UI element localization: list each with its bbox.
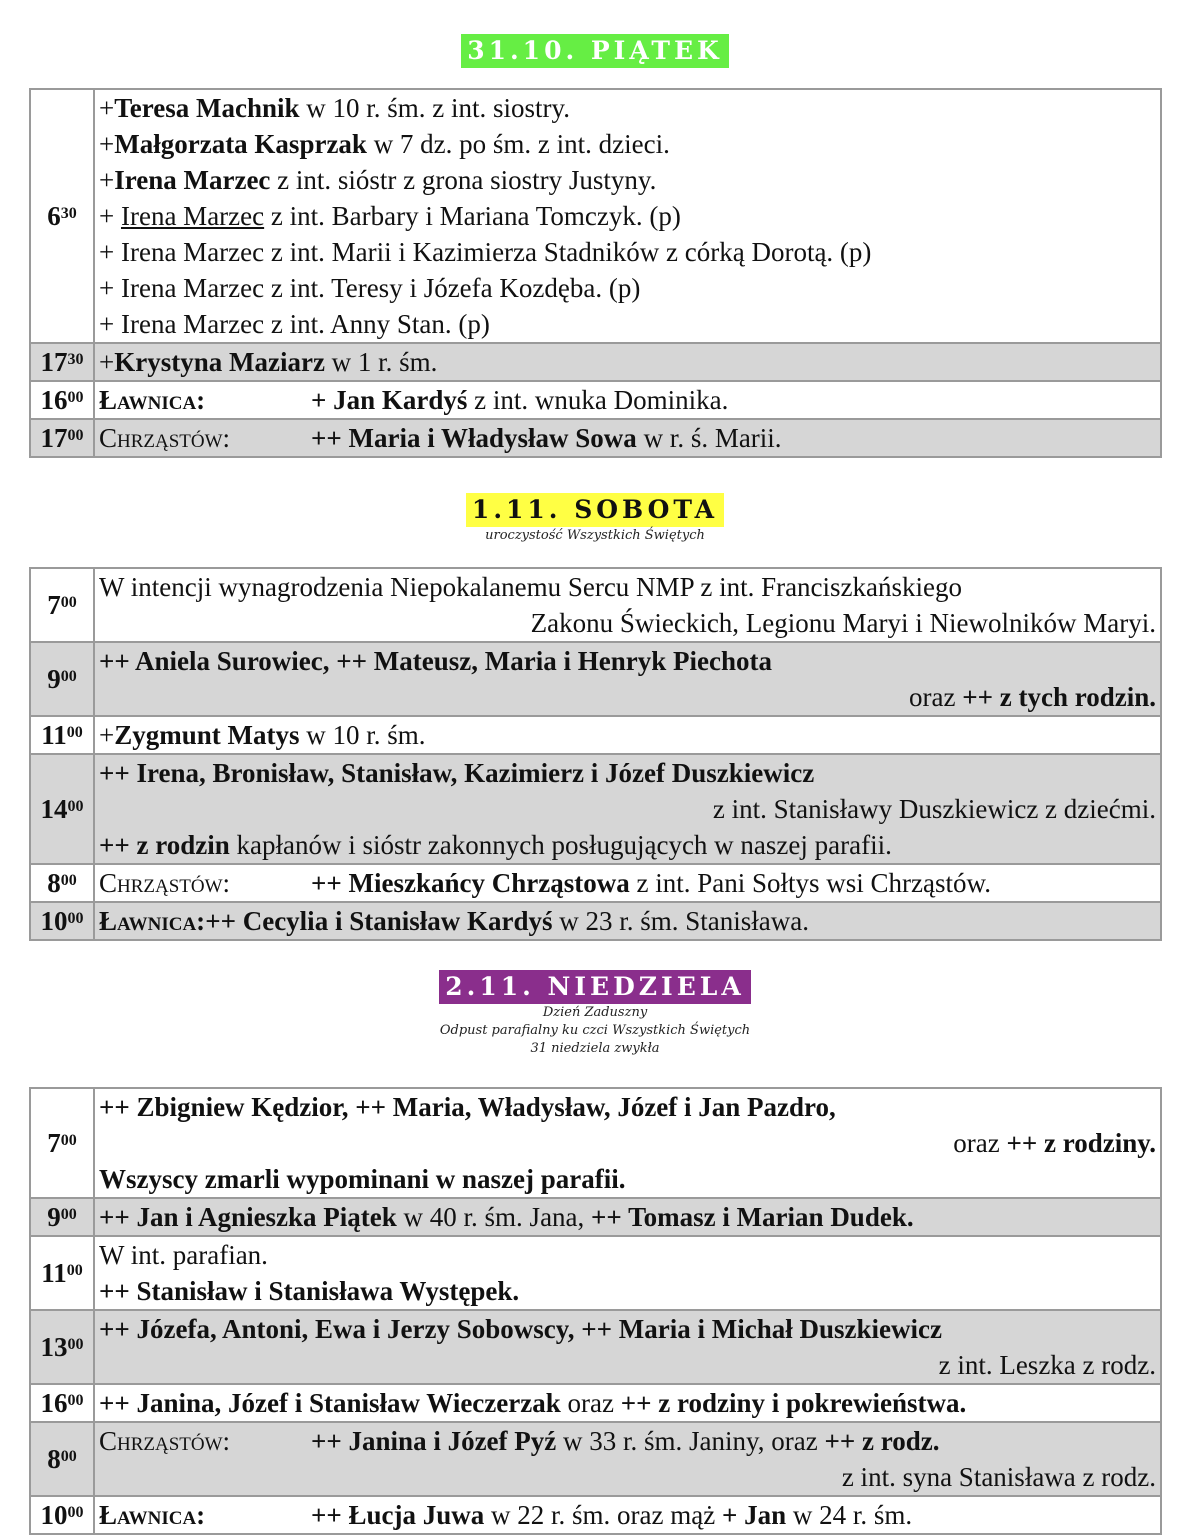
deceased-name: ++ Jan i Agnieszka Piątek (99, 1202, 397, 1232)
time-minute: 00 (67, 1392, 84, 1409)
intention-line (99, 679, 1156, 715)
mass-intention (94, 1384, 1161, 1422)
deceased-name: Teresa Machnik (114, 93, 300, 123)
mass-time (30, 1310, 94, 1384)
mass-time (30, 89, 94, 343)
intention-text: Irena Marzec z int. Teresy i Józefa Kozdęba. (p) (120, 273, 641, 303)
mass-intention (94, 1088, 1161, 1198)
deceased-name: Jan Kardyś (333, 385, 468, 415)
mass-intention (94, 642, 1161, 716)
cross-prefix: + (99, 201, 121, 231)
mass-intention (94, 568, 1161, 642)
intention-line (99, 1237, 1156, 1273)
time-hour: 9 (47, 664, 61, 694)
day-header (0, 34, 1190, 68)
time-minute: 00 (66, 1262, 83, 1279)
intention-line (99, 643, 1156, 679)
deceased-name: ++ z rodzin (99, 830, 230, 860)
day-header (0, 493, 1190, 545)
time-minute: 00 (67, 389, 84, 406)
mass-time (30, 568, 94, 642)
time-hour: 8 (47, 1444, 61, 1474)
deceased-name: ++ Aniela Surowiec, ++ Mateusz, Maria i Henryk Piechota (99, 646, 772, 676)
time-minute: 00 (67, 1504, 84, 1521)
mass-row (30, 864, 1161, 902)
intention-line (99, 270, 1156, 306)
day-title: 31.10. PIĄTEK (461, 34, 729, 68)
intention-text: Zakonu Świeckich, Legionu Maryi i Niewolników Maryi. (530, 608, 1156, 638)
cross-prefix: ++ (311, 423, 349, 453)
mass-row (30, 642, 1161, 716)
deceased-name: Wszyscy zmarli wypominani w naszej parafii. (99, 1164, 626, 1194)
place-label: Chrząstów: (99, 1426, 231, 1456)
intention-text: w 10 r. śm. (299, 720, 426, 750)
intention-text: z int. Leszka z rodz. (938, 1350, 1156, 1380)
intention-text: w 10 r. śm. z int. siostry. (299, 93, 571, 123)
intention-text: w 23 r. śm. Stanisława. (552, 906, 809, 936)
time-hour: 17 (40, 423, 68, 453)
intention-text: w r. ś. Marii. (636, 423, 782, 453)
day-subtitle: 31 niedziela zwykła (530, 1041, 660, 1056)
intention-line (99, 569, 1156, 605)
intention-line (99, 1089, 1156, 1125)
mass-row (30, 1384, 1161, 1422)
intention-line (99, 90, 1156, 126)
cross-prefix: + (99, 129, 115, 159)
intention-text: Irena Marzec z int. Marii i Kazimierza Stadników z córką Dorotą. (p) (120, 237, 872, 267)
cross-prefix: + (99, 273, 121, 303)
cross-prefix: + (99, 165, 115, 195)
intention-line (99, 1161, 1156, 1197)
time-hour: 14 (40, 794, 68, 824)
time-minute: 00 (67, 427, 84, 444)
mass-intention (94, 1496, 1161, 1534)
intention-line (99, 717, 1156, 753)
time-minute: 00 (67, 798, 84, 815)
deceased-name: Mieszkańcy Chrząstowa (348, 868, 630, 898)
day-title: 2.11. NIEDZIELA (439, 970, 751, 1004)
mass-time (30, 1198, 94, 1236)
cross-prefix: + (99, 720, 115, 750)
time-minute: 00 (60, 1206, 77, 1223)
intention-text: z int. wnuka Dominika. (467, 385, 729, 415)
mass-row (30, 716, 1161, 754)
intention-line (99, 1125, 1156, 1161)
mass-row (30, 89, 1161, 343)
time-minute: 00 (67, 910, 84, 927)
time-minute: 00 (60, 1448, 77, 1465)
time-minute: 30 (60, 205, 77, 222)
mass-time (30, 902, 94, 940)
mass-row (30, 419, 1161, 457)
intention-line (99, 162, 1156, 198)
intention-text: w 40 r. śm. Jana, (396, 1202, 592, 1232)
deceased-name: ++ Zbigniew Kędzior, ++ Maria, Władysław, Józef i Jan Pazdro, (99, 1092, 836, 1122)
intention-line (99, 1273, 1156, 1309)
deceased-name: ++ Irena, Bronisław, Stanisław, Kazimierz i Józef Duszkiewicz (99, 758, 815, 788)
intention-line (99, 126, 1156, 162)
intention-line (99, 1385, 1156, 1421)
day-header (0, 970, 1190, 1058)
day-subtitle: uroczystość Wszystkich Świętych (485, 528, 705, 543)
deceased-name: + Jan (721, 1500, 787, 1530)
place-label: Ławnica: (99, 906, 206, 936)
time-hour: 7 (47, 590, 61, 620)
mass-intention (94, 381, 1161, 419)
intention-text: z int. sióstr z grona siostry Justyny. (270, 165, 657, 195)
deceased-name: ++ Janina, Józef i Stanisław Wieczerzak (99, 1388, 561, 1418)
time-hour: 10 (40, 1500, 68, 1530)
cross-prefix: + (99, 347, 115, 377)
deceased-name: ++ z rodz. (824, 1426, 940, 1456)
mass-row (30, 1088, 1161, 1198)
intention-text: kapłanów i sióstr zakonnych posługujących w naszej parafii. (229, 830, 892, 860)
mass-time (30, 1384, 94, 1422)
mass-time (30, 419, 94, 457)
intention-line (99, 827, 1156, 863)
intention-line (99, 791, 1156, 827)
intention-text: oraz (953, 1128, 1007, 1158)
deceased-name: ++ z rodziny i pokrewieństwa. (620, 1388, 967, 1418)
mass-intention (94, 1422, 1161, 1496)
time-hour: 11 (41, 1258, 67, 1288)
intention-line (99, 1199, 1156, 1235)
intention-line (99, 1423, 1156, 1459)
intention-line (99, 1497, 1156, 1533)
time-hour: 16 (40, 385, 68, 415)
deceased-name: ++ Tomasz i Marian Dudek. (591, 1202, 914, 1232)
mass-row (30, 754, 1161, 864)
mass-table (29, 88, 1162, 458)
intention-text: W int. parafian. (99, 1240, 268, 1270)
mass-time (30, 1496, 94, 1534)
intention-line (99, 1459, 1156, 1495)
mass-row (30, 343, 1161, 381)
deceased-name: ++ z rodziny. (1006, 1128, 1156, 1158)
mass-table (29, 1087, 1162, 1535)
mass-row (30, 1310, 1161, 1384)
mass-intention (94, 1236, 1161, 1310)
mass-time (30, 642, 94, 716)
cross-prefix: + (99, 93, 115, 123)
mass-intention (94, 754, 1161, 864)
time-minute: 00 (67, 1336, 84, 1353)
intention-text: w 1 r. śm. (324, 347, 438, 377)
intention-text: oraz (909, 682, 963, 712)
place-label: Ławnica: (99, 385, 206, 415)
time-hour: 9 (47, 1202, 61, 1232)
mass-intention (94, 419, 1161, 457)
cross-prefix: ++ (311, 1426, 349, 1456)
mass-intention (94, 343, 1161, 381)
intention-line (99, 755, 1156, 791)
time-hour: 16 (40, 1388, 68, 1418)
day-subtitle: Odpust parafialny ku czci Wszystkich Świętych (439, 1023, 751, 1038)
time-hour: 17 (40, 347, 68, 377)
day-title: 1.11. SOBOTA (466, 493, 724, 527)
mass-row (30, 381, 1161, 419)
time-hour: 6 (47, 201, 61, 231)
deceased-name: Janina i Józef Pyź (348, 1426, 557, 1456)
mass-row (30, 902, 1161, 940)
cross-prefix: ++ (311, 1500, 349, 1530)
mass-row (30, 1496, 1161, 1534)
time-minute: 30 (67, 351, 84, 368)
mass-row (30, 1422, 1161, 1496)
intention-text: w 24 r. śm. (786, 1500, 913, 1530)
intention-line (99, 1347, 1156, 1383)
mass-time (30, 1088, 94, 1198)
intention-line (99, 605, 1156, 641)
deceased-name: Maria i Władysław Sowa (348, 423, 637, 453)
deceased-name: ++ z tych rodzin. (962, 682, 1156, 712)
mass-time (30, 1422, 94, 1496)
intention-text: z int. syna Stanisława z rodz. (841, 1462, 1156, 1492)
intention-line (99, 344, 1156, 380)
deceased-name: Małgorzata Kasprzak (114, 129, 367, 159)
intention-text: oraz (560, 1388, 621, 1418)
deceased-name: Krystyna Maziarz (114, 347, 325, 377)
intention-text: z int. Barbary i Mariana Tomczyk. (p) (264, 201, 681, 231)
intention-text: w 22 r. śm. oraz mąż (484, 1500, 722, 1530)
place-label: Ławnica: (99, 1500, 206, 1530)
time-minute: 00 (60, 872, 77, 889)
cross-prefix: ++ (311, 868, 349, 898)
time-hour: 7 (47, 1128, 61, 1158)
intention-line (99, 903, 1156, 939)
day-subtitle: Dzień Zaduszny (542, 1005, 648, 1020)
mass-intention (94, 89, 1161, 343)
intention-text: w 7 dz. po śm. z int. dzieci. (366, 129, 670, 159)
place-label: Chrząstów: (99, 868, 231, 898)
deceased-name: Cecylia i Stanisław Kardyś (242, 906, 553, 936)
intention-text: z int. Pani Sołtys wsi Chrząstów. (629, 868, 991, 898)
intention-text: Irena Marzec z int. Anny Stan. (p) (120, 309, 490, 339)
cross-prefix: + (311, 385, 334, 415)
intention-line (99, 234, 1156, 270)
mass-row (30, 1236, 1161, 1310)
intention-text: w 33 r. śm. Janiny, oraz (556, 1426, 825, 1456)
cross-prefix: ++ (205, 906, 243, 936)
deceased-name-underlined: Irena Marzec (120, 201, 265, 231)
time-hour: 10 (40, 906, 68, 936)
mass-time (30, 754, 94, 864)
cross-prefix: + (99, 237, 121, 267)
mass-table (29, 567, 1162, 941)
time-minute: 00 (60, 1132, 77, 1149)
time-minute: 00 (66, 724, 83, 741)
intention-text: W intencji wynagrodzenia Niepokalanemu Sercu NMP z int. Franciszkańskiego (99, 572, 963, 602)
intention-line (99, 865, 1156, 901)
mass-time (30, 343, 94, 381)
mass-time (30, 716, 94, 754)
cross-prefix: + (99, 309, 121, 339)
deceased-name: Łucja Juwa (348, 1500, 485, 1530)
intention-line (99, 306, 1156, 342)
intention-line (99, 382, 1156, 418)
time-hour: 11 (41, 720, 67, 750)
intention-line (99, 198, 1156, 234)
intention-text: z int. Stanisławy Duszkiewicz z dziećmi. (712, 794, 1156, 824)
deceased-name: Zygmunt Matys (114, 720, 300, 750)
mass-time (30, 381, 94, 419)
mass-intention (94, 1310, 1161, 1384)
time-hour: 8 (47, 868, 61, 898)
mass-intention (94, 902, 1161, 940)
mass-row (30, 1198, 1161, 1236)
mass-time (30, 1236, 94, 1310)
mass-intention (94, 716, 1161, 754)
intention-line (99, 420, 1156, 456)
deceased-name: ++ Józefa, Antoni, Ewa i Jerzy Sobowscy, ++ Maria i Michał Duszkiewicz (99, 1314, 942, 1344)
mass-intention (94, 1198, 1161, 1236)
mass-intention (94, 864, 1161, 902)
deceased-name: Irena Marzec (114, 165, 271, 195)
time-hour: 13 (40, 1332, 68, 1362)
deceased-name: ++ Stanisław i Stanisława Występek. (99, 1276, 520, 1306)
intention-line (99, 1311, 1156, 1347)
time-minute: 00 (60, 668, 77, 685)
mass-time (30, 864, 94, 902)
mass-row (30, 568, 1161, 642)
time-minute: 00 (60, 594, 77, 611)
place-label: Chrząstów: (99, 423, 231, 453)
